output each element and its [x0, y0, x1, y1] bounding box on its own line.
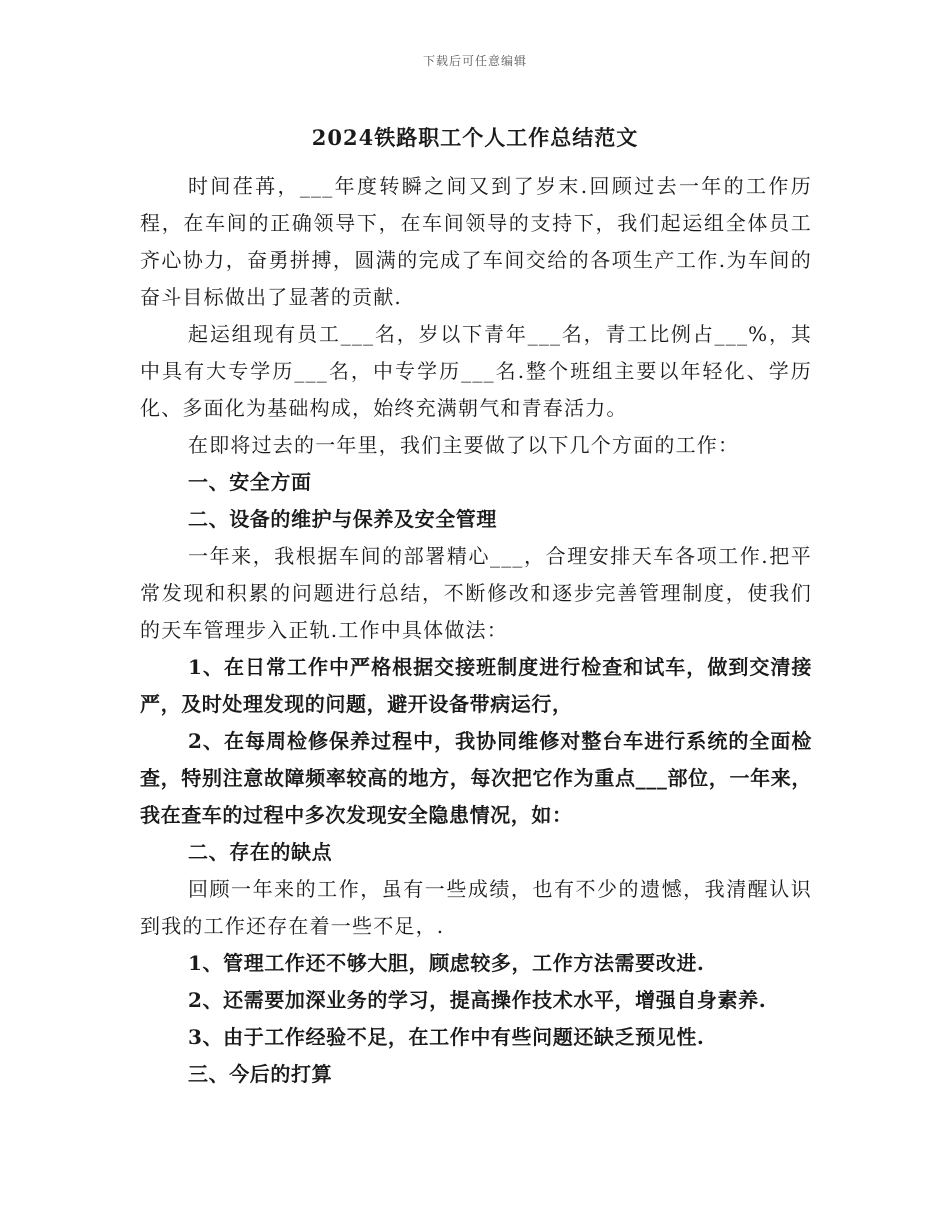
- list-item: 2、在每周检修保养过程中，我协同维修对整台车进行系统的全面检查，特别注意故障频率较高的地方，每次把它作为重点___部位，一年来，我在查车的过程中多次发现安全隐患情况，如：: [140, 729, 812, 827]
- list-item: 1、管理工作还不够大胆，顾虑较多，工作方法需要改进.: [188, 951, 705, 975]
- paragraph: 一年来，我根据车间的部署精心___，合理安排天车各项工作.把平常发现和积累的问题进行总结，不断修改和逐步完善管理制度，使我们的天车管理步入正轨.工作中具体做法：: [140, 544, 812, 642]
- list-item: 1、在日常工作中严格根据交接班制度进行检查和试车，做到交清接严，及时处理发现的问题，避开设备带病运行，: [140, 655, 812, 716]
- list-item: 3、由于工作经验不足，在工作中有些问题还缺乏预见性.: [188, 1025, 705, 1049]
- paragraph: 时间荏苒，___年度转瞬之间又到了岁末.回顾过去一年的工作历程，在车间的正确领导下，在车间领导的支持下，我们起运组全体员工齐心协力，奋勇拼搏，圆满的完成了车间交给的各项生产工作.为车间的奋斗目标做出了显著的贡献.: [140, 174, 812, 309]
- paragraph: 在即将过去的一年里，我们主要做了以下几个方面的工作：: [188, 433, 740, 457]
- section-heading: 二、存在的缺点: [188, 840, 333, 864]
- list-item: 2、还需要加深业务的学习，提高操作技术水平，增强自身素养.: [188, 988, 767, 1012]
- section-heading: 三、今后的打算: [188, 1062, 333, 1086]
- document-body: [140, 168, 812, 1093]
- header-note: 下载后可任意编辑: [422, 54, 527, 68]
- paragraph: 起运组现有员工___名，岁以下青年___名，青工比例占___%，其中具有大专学历___名，中专学历___名.整个班组主要以年轻化、学历化、多面化为基础构成，始终充满朝气和青春活力。: [140, 322, 812, 420]
- document-title: 2024铁路职工个人工作总结范文: [311, 125, 639, 150]
- paragraph: 回顾一年来的工作，虽有一些成绩，也有不少的遗憾，我清醒认识到我的工作还存在着一些不足，.: [140, 877, 812, 938]
- section-heading: 一、安全方面: [188, 470, 312, 494]
- section-heading: 二、设备的维护与保养及安全管理: [188, 507, 497, 531]
